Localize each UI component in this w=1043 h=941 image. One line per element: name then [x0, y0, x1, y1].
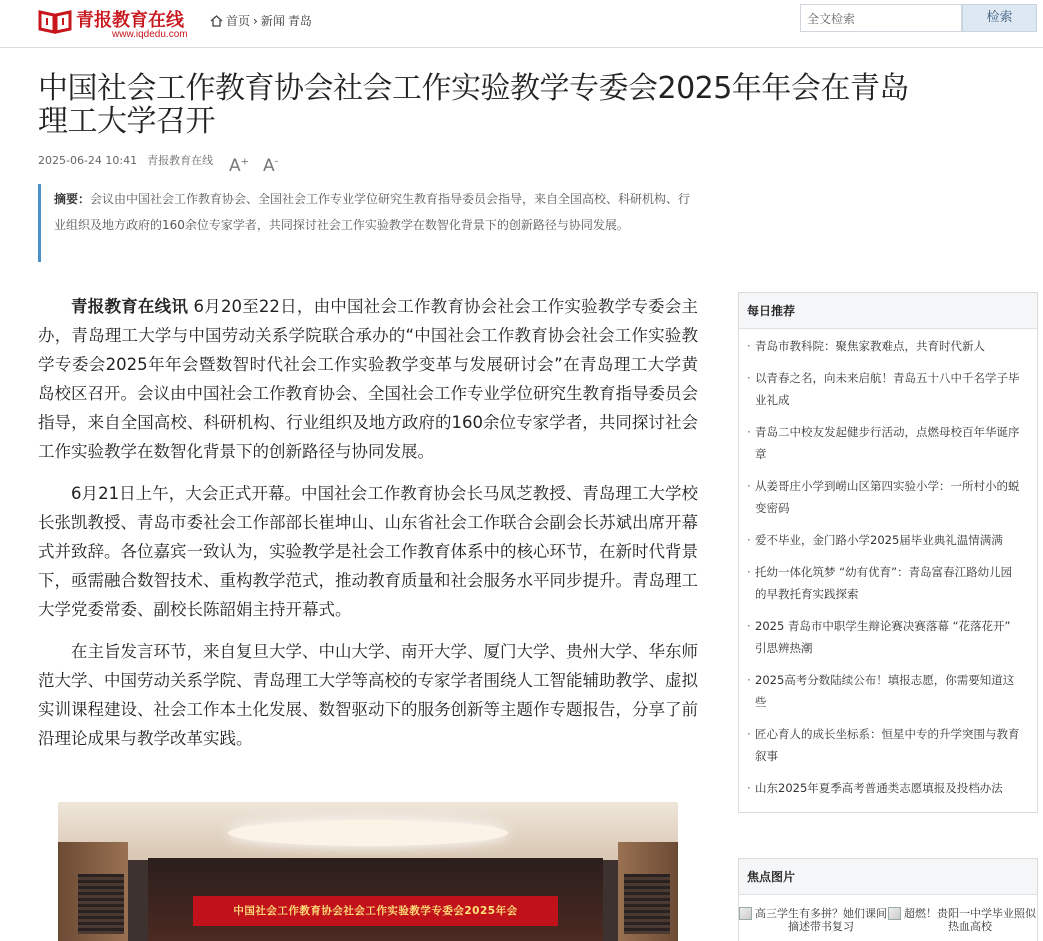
logo-text: 青报教育在线: [76, 10, 184, 31]
broken-image-icon: [888, 907, 901, 920]
paragraph: 在主旨发言环节，来自复旦大学、中山大学、南开大学、厦门大学、贵州大学、华东师范大学、中国劳动关系学院、青岛理工大学等高校的专家学者围绕人工智能辅助教学、虚拟实训课程建设、社会工作本土化发展、数智驱动下的服务创新等主题作专题报告，分享了前沿理论成果与教学改革实践。: [38, 642, 698, 748]
article-summary: [38, 184, 700, 262]
article-body: [38, 292, 698, 766]
list-item[interactable]: · 2025 青岛市中职学生辩论赛决赛落幕 “花落花开” 引思辨热潮: [747, 615, 1023, 659]
breadcrumb-separator: ›: [253, 13, 258, 28]
breadcrumb: [210, 12, 312, 29]
font-increase-button[interactable]: A+: [229, 156, 250, 176]
lead-source: 青报教育在线讯: [71, 297, 189, 316]
photo-banner-text: 中国社会工作教育协会社会工作实验教学专委会2025年会: [193, 896, 558, 926]
daily-recommend-panel: [738, 292, 1038, 813]
list-item[interactable]: · 以青春之名，向未来启航！青岛五十八中千名学子毕业礼成: [747, 367, 1023, 411]
list-item[interactable]: · 青岛市教科院：聚焦家教难点，共育时代新人: [747, 335, 1023, 357]
home-icon: [210, 15, 223, 27]
list-item[interactable]: · 托幼一体化筑梦 “幼有优育”：青岛富春江路幼儿园的早教托育实践探索: [747, 561, 1023, 605]
focus-item[interactable]: [888, 907, 1037, 933]
article-source: 青报教育在线: [147, 154, 214, 167]
article-meta: [38, 152, 213, 168]
list-item[interactable]: · 山东2025年夏季高考普通类志愿填报及投档办法: [747, 777, 1023, 799]
paragraph: 青报教育在线讯 6月20至22日，由中国社会工作教育协会社会工作实验教学专委会主办，青岛理工大学与中国劳动关系学院联合承办的“中国社会工作教育协会社会工作实验教学专委会2025年年会暨数智时代社会工作实验教学变革与发展研讨会”在青岛理工大学黄岛校区召开。会议由中国社会工作教育协会、全国社会工作专业学位研究生教育指导委员会指导，来自全国高校、科研机构、行业组织及地方政府的160余位专家学者，共同探讨社会工作实验教学在数智化背景下的创新路径与协同发展。: [38, 297, 698, 461]
summary-label: 摘要：: [54, 192, 91, 206]
focus-caption: 超燃！贵阳一中学毕业照似热血高校: [904, 907, 1036, 933]
focus-photos-panel: [738, 858, 1038, 941]
article-photo: [58, 802, 678, 941]
search-input[interactable]: 全文检索: [800, 4, 962, 32]
summary-text: 会议由中国社会工作教育协会、全国社会工作专业学位研究生教育指导委员会指导，来自全国高校、科研机构、行业组织及地方政府的160余位专家学者，共同探讨社会工作实验教学在数智化背景下的创新路径与协同发展。: [54, 192, 691, 232]
logo-url: www.iqdedu.com: [112, 29, 188, 40]
breadcrumb-news[interactable]: 新闻: [260, 14, 285, 28]
panel-title: 焦点图片: [739, 859, 1037, 895]
list-item[interactable]: · 青岛二中校友发起健步行活动，点燃母校百年华诞序章: [747, 421, 1023, 465]
article-title: 中国社会工作教育协会社会工作实验教学专委会2025年年会在青岛理工大学召开: [38, 71, 909, 139]
font-decrease-button[interactable]: A-: [263, 156, 279, 176]
site-logo[interactable]: [38, 6, 198, 42]
broken-image-icon: [739, 907, 752, 920]
focus-grid: [739, 895, 1037, 933]
focus-caption: 高三学生有多拼？她们课间摘述带书复习: [755, 907, 887, 933]
paragraph: 6月21日上午，大会正式开幕。中国社会工作教育协会长马凤芝教授、青岛理工大学校长张凯教授、青岛市委社会工作部部长崔坤山、山东省社会工作联合会副会长苏斌出席开幕式并致辞。各位嘉宾一致认为，实验教学是社会工作教育体系中的核心环节，在新时代背景下，亟需融合数智技术、重构教学范式，推动教育质量和社会服务水平同步提升。青岛理工大学党委常委、副校长陈韶娟主持开幕式。: [38, 484, 698, 619]
breadcrumb-qingdao[interactable]: 青岛: [287, 14, 312, 28]
search-button[interactable]: 检索: [962, 4, 1037, 32]
list-item[interactable]: · 爱不毕业，金门路小学2025届毕业典礼温情满满: [747, 529, 1023, 551]
book-logo-icon: [38, 8, 72, 34]
site-header: [0, 0, 1043, 48]
breadcrumb-home[interactable]: 首页: [226, 14, 251, 28]
list-item[interactable]: · 2025高考分数陆续公布！填报志愿，你需要知道这些: [747, 669, 1023, 713]
list-item[interactable]: · 匠心育人的成长坐标系：恒星中专的升学突围与教育叙事: [747, 723, 1023, 767]
recommend-list: [739, 329, 1037, 799]
panel-title: 每日推荐: [739, 293, 1037, 329]
publish-date: 2025-06-24 10:41: [38, 153, 138, 167]
focus-item[interactable]: [739, 907, 888, 933]
list-item[interactable]: · 从姜哥庄小学到崂山区第四实验小学：一所村小的蜕变密码: [747, 475, 1023, 519]
